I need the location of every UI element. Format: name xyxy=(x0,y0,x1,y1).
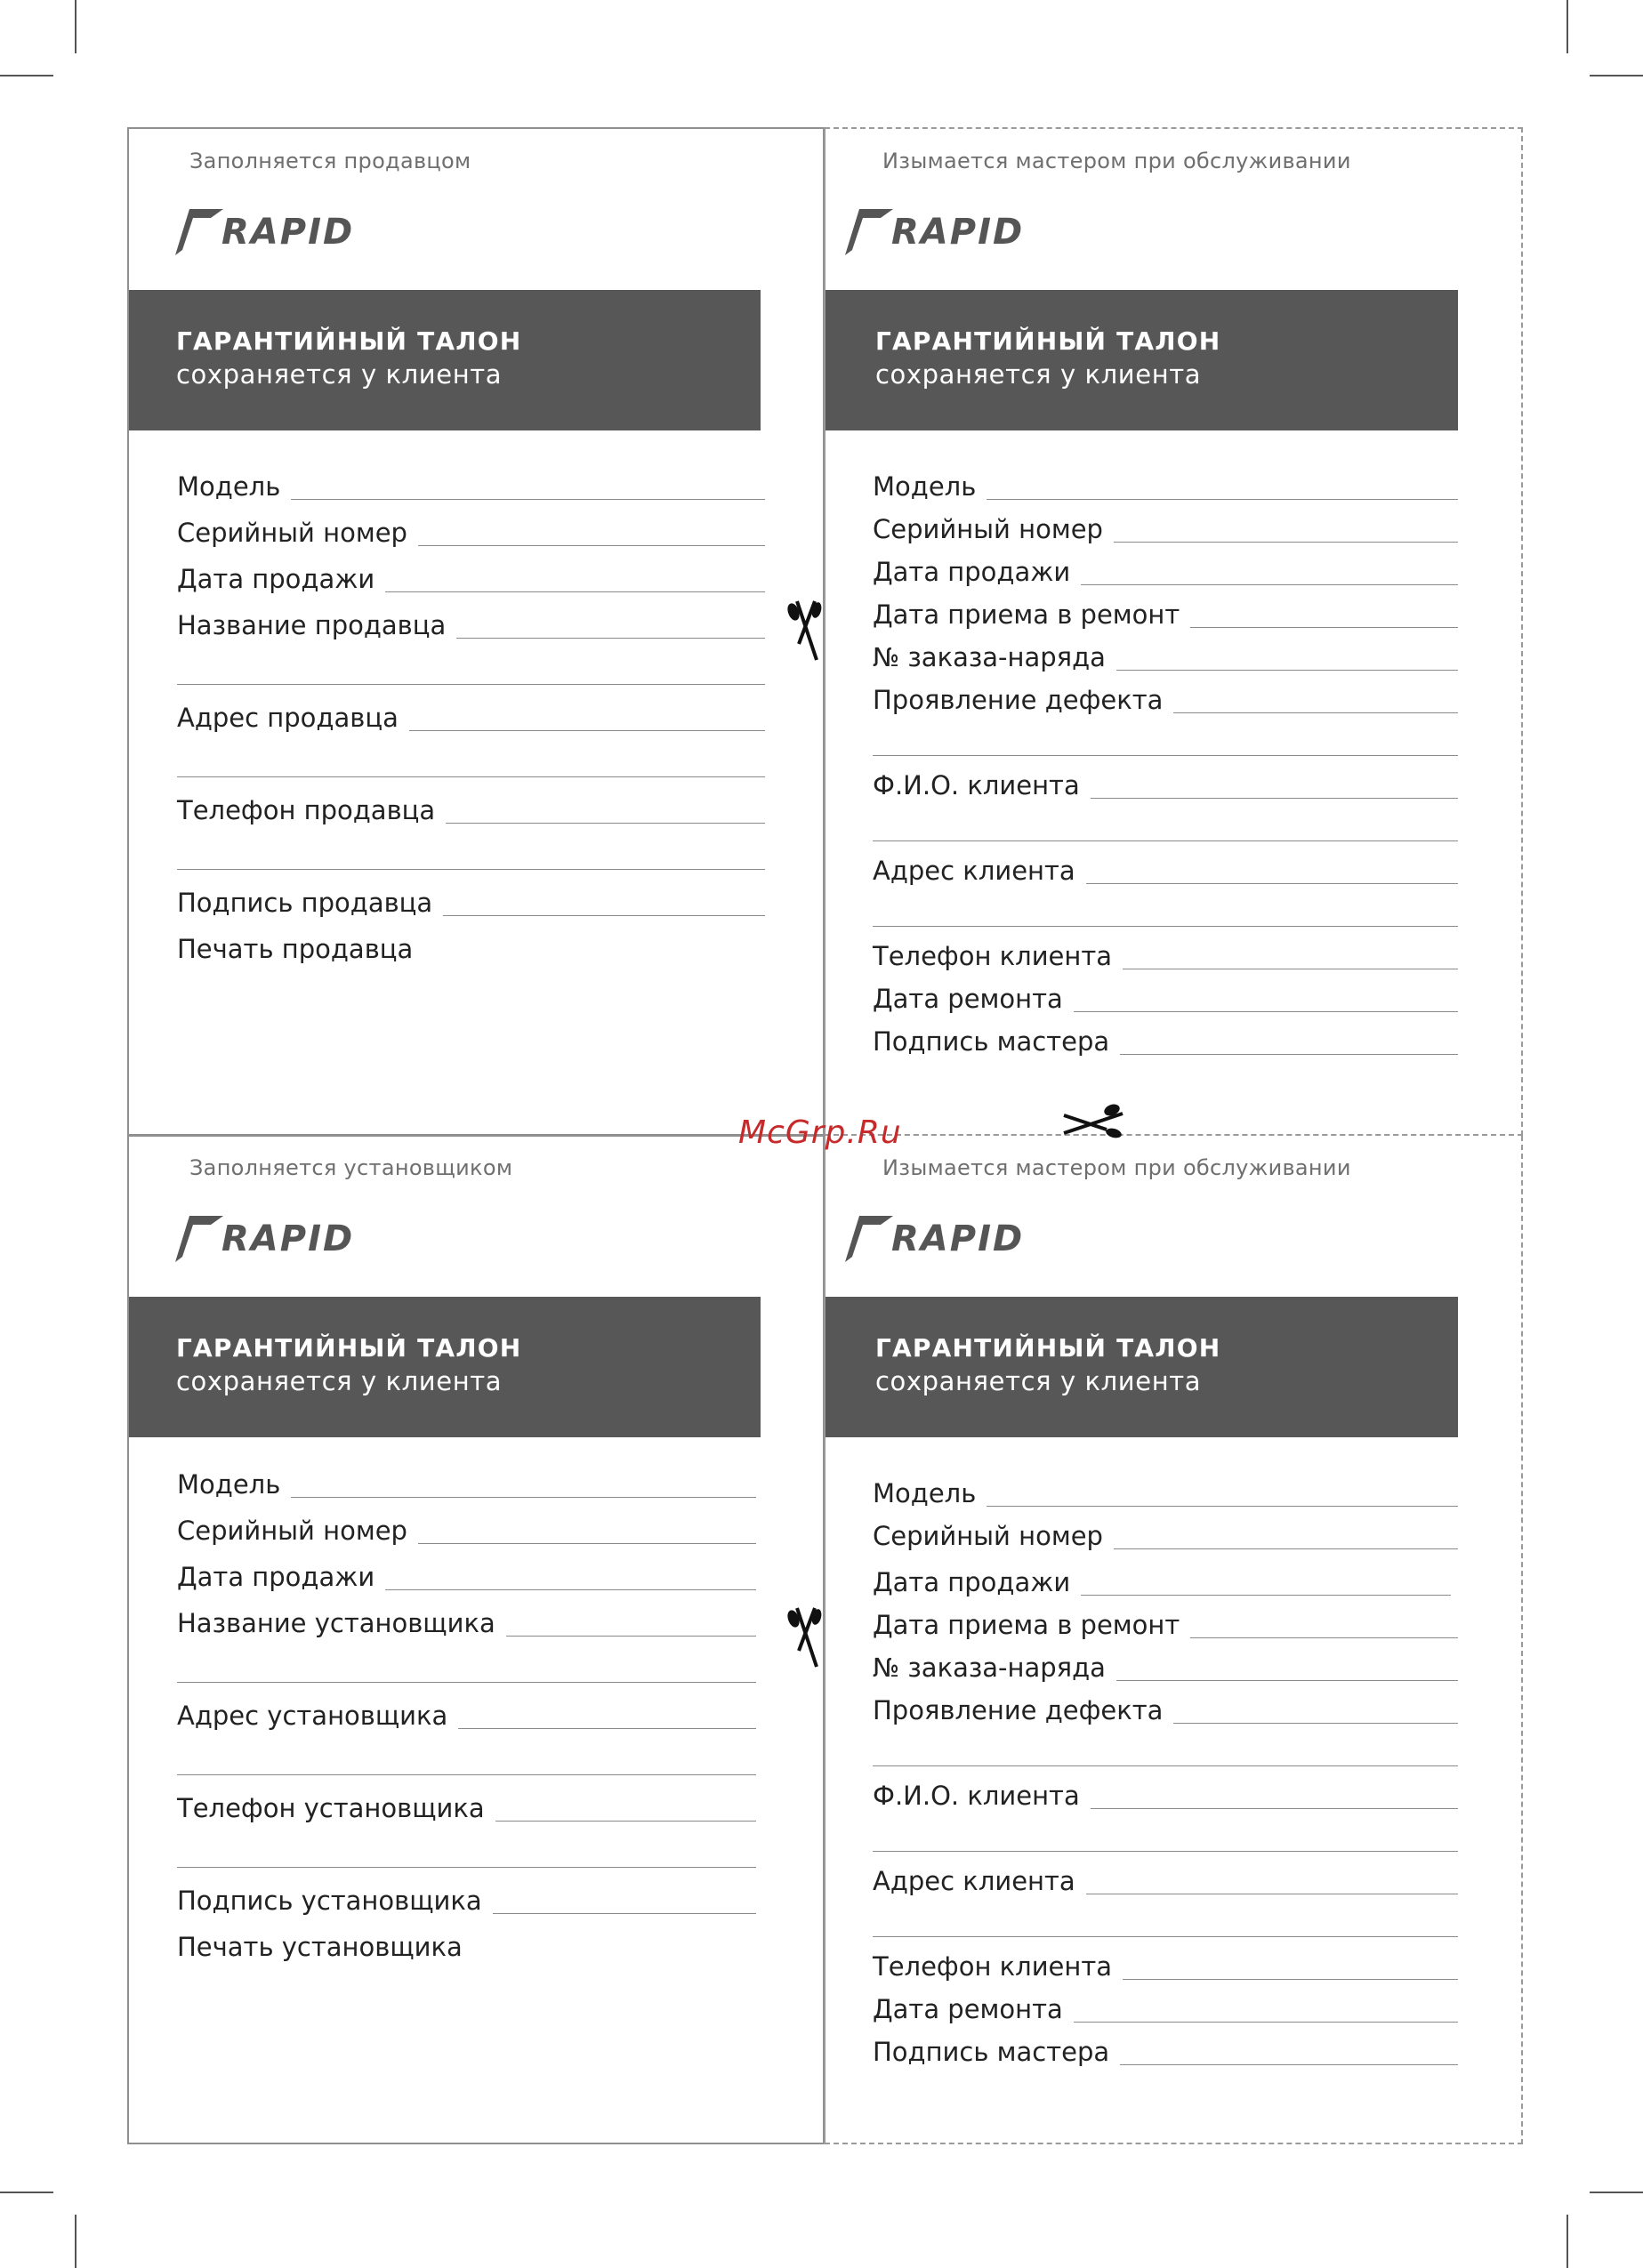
field-sale-date[interactable] xyxy=(873,557,1458,592)
fill-line xyxy=(177,1867,756,1868)
fill-line xyxy=(177,1682,756,1683)
banner-subtitle: сохраняется у клиента xyxy=(875,1366,1202,1396)
field-installer-signature[interactable] xyxy=(177,1886,756,1921)
card-banner xyxy=(129,1297,761,1437)
banner-title: ГАРАНТИЙНЫЙ ТАЛОН xyxy=(875,326,1221,356)
field-serial[interactable] xyxy=(177,518,765,553)
logo-text: RAPID xyxy=(891,1218,1025,1259)
field-label: Дата продажи xyxy=(177,564,385,594)
field-installer-stamp xyxy=(177,1932,756,1967)
field-extra-line[interactable] xyxy=(177,749,765,784)
field-label: Дата продажи xyxy=(873,557,1081,587)
field-label: Серийный номер xyxy=(177,1516,418,1546)
crop-mark xyxy=(75,2215,77,2268)
logo-mark-icon xyxy=(845,1216,895,1262)
fill-line xyxy=(873,840,1458,841)
field-label: Подпись продавца xyxy=(177,888,443,918)
fill-line xyxy=(177,1774,756,1775)
field-model[interactable] xyxy=(873,1478,1458,1514)
crop-mark xyxy=(0,75,53,76)
fill-line xyxy=(873,926,1458,927)
field-master-signature[interactable] xyxy=(873,1026,1458,1062)
card-note: Изымается мастером при обслуживании xyxy=(882,149,1351,173)
brand-logo xyxy=(175,1216,354,1262)
field-extra-line[interactable] xyxy=(873,1738,1458,1773)
field-label: Печать установщика xyxy=(177,1932,473,1962)
field-label: Адрес клиента xyxy=(873,1866,1086,1896)
banner-subtitle: сохраняется у клиента xyxy=(176,359,503,390)
field-repair-intake-date[interactable] xyxy=(873,1610,1458,1645)
field-label: Название установщика xyxy=(177,1608,506,1638)
field-installer-address[interactable] xyxy=(177,1701,756,1736)
brand-logo xyxy=(845,209,1024,255)
field-label: Дата приема в ремонт xyxy=(873,599,1190,630)
card-banner xyxy=(129,290,761,430)
field-seller-stamp xyxy=(177,934,765,969)
logo-mark-icon xyxy=(845,209,895,255)
field-label: Модель xyxy=(177,471,291,502)
field-label: № заказа-наряда xyxy=(873,1653,1116,1683)
field-extra-line[interactable] xyxy=(177,841,765,877)
crop-mark xyxy=(1566,0,1568,53)
warranty-card-installer xyxy=(127,1136,825,2144)
warranty-card-master-2 xyxy=(825,1136,1523,2144)
field-extra-line[interactable] xyxy=(873,1909,1458,1944)
field-label: Адрес продавца xyxy=(177,703,409,733)
fill-line xyxy=(177,776,765,777)
field-client-address[interactable] xyxy=(873,856,1458,891)
field-model[interactable] xyxy=(177,1469,756,1505)
card-note: Заполняется продавцом xyxy=(189,149,471,173)
field-extra-line[interactable] xyxy=(177,656,765,692)
card-banner xyxy=(825,290,1458,430)
logo-text: RAPID xyxy=(221,212,355,253)
fill-line xyxy=(873,1765,1458,1766)
field-label: Модель xyxy=(873,471,987,502)
field-label: Ф.И.О. клиента xyxy=(873,1781,1091,1811)
field-label: Телефон клиента xyxy=(873,941,1123,971)
field-label: Проявление дефекта xyxy=(873,1695,1173,1725)
crop-mark xyxy=(1590,75,1643,76)
field-extra-line[interactable] xyxy=(873,813,1458,848)
field-sale-date[interactable] xyxy=(177,1562,756,1597)
fill-line xyxy=(177,869,765,870)
field-model[interactable] xyxy=(177,471,765,507)
field-extra-line[interactable] xyxy=(873,728,1458,763)
field-label: Ф.И.О. клиента xyxy=(873,770,1091,800)
crop-mark xyxy=(0,2192,53,2193)
field-label: Подпись установщика xyxy=(177,1886,493,1916)
field-label: Телефон продавца xyxy=(177,795,446,825)
field-order-number[interactable] xyxy=(873,1653,1458,1688)
field-repair-intake-date[interactable] xyxy=(873,599,1458,635)
watermark: McGrp.Ru xyxy=(738,1114,902,1151)
cut-line-horizontal-right xyxy=(825,1134,1523,1136)
field-client-name[interactable] xyxy=(873,770,1458,806)
field-master-signature[interactable] xyxy=(873,2037,1458,2072)
warranty-card-seller xyxy=(127,127,825,1136)
field-extra-line[interactable] xyxy=(177,1654,756,1690)
field-label: Печать продавца xyxy=(177,934,423,964)
fill-line xyxy=(873,1936,1458,1937)
logo-mark-icon xyxy=(175,209,225,255)
field-repair-date[interactable] xyxy=(873,1994,1458,2030)
field-label: Дата приема в ремонт xyxy=(873,1610,1190,1640)
field-label: Адрес установщика xyxy=(177,1701,458,1731)
crop-mark xyxy=(75,0,77,53)
field-label: № заказа-наряда xyxy=(873,642,1116,672)
field-label: Телефон установщика xyxy=(177,1793,495,1823)
field-label: Дата продажи xyxy=(873,1567,1081,1597)
field-label: Серийный номер xyxy=(873,514,1114,544)
fill-line xyxy=(177,684,765,685)
fill-line xyxy=(873,755,1458,756)
field-sale-date[interactable] xyxy=(177,564,765,599)
field-label: Подпись мастера xyxy=(873,2037,1120,2067)
field-label: Модель xyxy=(873,1478,987,1508)
field-label: Модель xyxy=(177,1469,291,1500)
field-order-number[interactable] xyxy=(873,642,1458,678)
field-extra-line[interactable] xyxy=(873,1823,1458,1859)
field-seller-signature[interactable] xyxy=(177,888,765,923)
field-label: Телефон клиента xyxy=(873,1951,1123,1982)
field-repair-date[interactable] xyxy=(873,984,1458,1019)
field-seller-address[interactable] xyxy=(177,703,765,738)
scissors-icon xyxy=(786,1604,826,1670)
crop-mark xyxy=(1590,2192,1643,2193)
banner-subtitle: сохраняется у клиента xyxy=(875,359,1202,390)
field-label: Адрес клиента xyxy=(873,856,1086,886)
warranty-card-master-1 xyxy=(825,127,1523,1136)
field-label: Подпись мастера xyxy=(873,1026,1120,1057)
card-banner xyxy=(825,1297,1458,1437)
logo-text: RAPID xyxy=(221,1218,355,1259)
logo-mark-icon xyxy=(175,1216,225,1262)
field-client-phone[interactable] xyxy=(873,1951,1458,1987)
scissors-icon xyxy=(786,598,826,664)
field-seller-phone[interactable] xyxy=(177,795,765,831)
field-defect[interactable] xyxy=(873,685,1458,720)
card-note: Изымается мастером при обслуживании xyxy=(882,1155,1351,1180)
cut-line-horizontal-left xyxy=(127,1134,825,1137)
field-extra-line[interactable] xyxy=(177,1747,756,1782)
field-client-name[interactable] xyxy=(873,1781,1458,1816)
field-serial[interactable] xyxy=(873,1521,1458,1556)
field-seller-name[interactable] xyxy=(177,610,765,646)
banner-title: ГАРАНТИЙНЫЙ ТАЛОН xyxy=(176,326,522,356)
field-defect[interactable] xyxy=(873,1695,1458,1731)
scissors-icon xyxy=(1060,1103,1126,1142)
card-note: Заполняется установщиком xyxy=(189,1155,513,1180)
banner-subtitle: сохраняется у клиента xyxy=(176,1366,503,1396)
field-label: Дата продажи xyxy=(177,1562,385,1592)
field-label: Серийный номер xyxy=(873,1521,1114,1551)
field-extra-line[interactable] xyxy=(873,898,1458,934)
field-sale-date[interactable] xyxy=(873,1567,1451,1603)
field-serial[interactable] xyxy=(177,1516,756,1551)
field-label: Дата ремонта xyxy=(873,984,1074,1014)
field-client-phone[interactable] xyxy=(873,941,1458,977)
field-label: Дата ремонта xyxy=(873,1994,1074,2024)
field-installer-phone[interactable] xyxy=(177,1793,756,1829)
banner-title: ГАРАНТИЙНЫЙ ТАЛОН xyxy=(176,1333,522,1363)
field-model[interactable] xyxy=(873,471,1458,507)
field-label: Серийный номер xyxy=(177,518,418,548)
field-client-address[interactable] xyxy=(873,1866,1458,1902)
brand-logo xyxy=(175,209,354,255)
field-label: Проявление дефекта xyxy=(873,685,1173,715)
field-label: Название продавца xyxy=(177,610,456,640)
brand-logo xyxy=(845,1216,1024,1262)
logo-text: RAPID xyxy=(891,212,1025,253)
crop-mark xyxy=(1566,2215,1568,2268)
field-installer-name[interactable] xyxy=(177,1608,756,1644)
field-serial[interactable] xyxy=(873,514,1458,550)
field-extra-line[interactable] xyxy=(177,1839,756,1875)
banner-title: ГАРАНТИЙНЫЙ ТАЛОН xyxy=(875,1333,1221,1363)
fill-line xyxy=(873,1851,1458,1852)
